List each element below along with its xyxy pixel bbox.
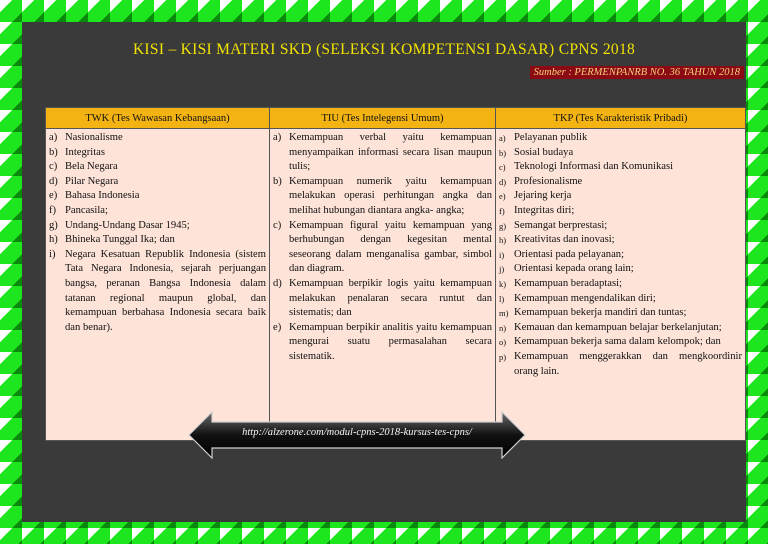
item-text: Kemampuan numerik yaitu kemampuan melakukan operasi perhitungan angka dan melihat hubungan diantara angka- angka; [289, 175, 492, 216]
list-item [499, 189, 742, 204]
header-twk: TWK (Tes Wawasan Kebangsaan) [46, 108, 270, 129]
item-label: e) [499, 191, 506, 202]
item-text: Kemauan dan kemampuan belajar berkelanjutan; [514, 321, 722, 333]
twk-cell [46, 129, 270, 441]
item-text: Undang-Undang Dasar 1945; [65, 219, 190, 231]
item-text: Kemampuan menggerakkan dan mengkoordinir orang lain. [514, 350, 742, 377]
list-item [499, 248, 742, 263]
item-text: Profesionalisme [514, 175, 583, 187]
list-item [49, 189, 266, 204]
item-text: Pancasila; [65, 204, 108, 216]
item-label: a) [499, 133, 506, 143]
item-text: Teknologi Informasi dan Komunikasi [514, 161, 674, 173]
item-text: Integritas [65, 146, 106, 158]
item-text: Pelayanan publik [514, 132, 588, 143]
list-item [273, 321, 492, 365]
item-label: m) [499, 308, 509, 319]
item-label: c) [273, 219, 282, 231]
item-label: e) [49, 190, 58, 202]
item-label: c) [49, 161, 58, 173]
list-item [499, 146, 742, 161]
item-label: k) [499, 278, 507, 289]
item-text: Kemampuan berpikir logis yaitu kemampuan melakukan penalaran secara runtut dan sistematis; dan [289, 277, 492, 319]
list-item [273, 131, 492, 175]
list-item [273, 175, 492, 219]
item-label: i) [499, 249, 505, 260]
list-item [499, 292, 742, 307]
list-item [499, 321, 742, 336]
item-label: h) [499, 235, 507, 246]
header-tiu: TIU (Tes Intelegensi Umum) [270, 108, 496, 129]
list-item [273, 219, 492, 277]
item-text: Bahasa Indonesia [65, 190, 140, 202]
list-item [499, 277, 742, 292]
item-label: d) [49, 175, 58, 187]
list-item [499, 131, 742, 146]
item-label: f) [499, 205, 505, 216]
item-text: Negara Kesatuan Republik Indonesia (sistem Tata Negara Indonesia, sejarah perjuangan bangsa, peranan Bangsa Indonesia dalam tatanan regional maupun global, dan kemampuan berbahasa Indonesia secara baik dan benar). [65, 248, 266, 333]
header-tkp: TKP (Tes Karakteristik Pribadi) [496, 108, 746, 129]
item-label: g) [49, 219, 58, 231]
item-text: Kemampuan figural yaitu kemampuan yang berhubungan dengan kegesitan mental seseorang dalam menganalisa gambar, simbol dan diagram. [289, 219, 492, 275]
list-item [499, 262, 742, 277]
url-arrow-banner [188, 411, 526, 459]
list-item [499, 175, 742, 190]
item-label: p) [499, 351, 507, 362]
list-item [49, 204, 266, 219]
item-label: b) [49, 146, 58, 158]
item-label: a) [273, 132, 282, 143]
list-item [49, 160, 266, 175]
item-text: Jejaring kerja [514, 190, 572, 202]
list-item [49, 233, 266, 248]
item-text: Kemampuan bekerja sama dalam kelompok; dan [514, 336, 721, 348]
footer-url[interactable]: http://alzerone.com/modul-cpns-2018-kursus-tes-cpns/ [242, 427, 472, 438]
tiu-cell [270, 129, 496, 441]
item-text: Bhineka Tunggal Ika; dan [65, 234, 175, 246]
item-label: i) [49, 248, 56, 260]
item-label: a) [49, 132, 58, 143]
list-item [49, 175, 266, 190]
item-label: n) [499, 322, 507, 333]
tkp-cell [496, 129, 746, 441]
item-text: Kemampuan bekerja mandiri dan tuntas; [514, 307, 687, 319]
list-item [499, 219, 742, 234]
tiu-list [273, 131, 492, 365]
item-text: Bela Negara [65, 161, 118, 173]
item-text: Semangat berprestasi; [514, 219, 608, 231]
item-label: f) [49, 204, 57, 216]
twk-list [49, 131, 266, 335]
item-text: Kemampuan mengendalikan diri; [514, 292, 656, 304]
item-text: Nasionalisme [65, 132, 123, 143]
item-label: d) [273, 277, 282, 289]
item-label: l) [499, 293, 505, 304]
item-label: d) [499, 176, 507, 187]
item-text: Kreativitas dan inovasi; [514, 234, 615, 246]
tkp-list [499, 131, 742, 379]
item-label: e) [273, 321, 282, 333]
item-label: g) [499, 220, 507, 231]
item-text: Integritas diri; [514, 204, 575, 216]
list-item [273, 277, 492, 321]
list-item [49, 219, 266, 234]
item-label: b) [499, 147, 507, 158]
item-label: b) [273, 175, 282, 187]
item-text: Orientasi kepada orang lain; [514, 263, 634, 275]
page-title: KISI – KISI MATERI SKD (SELEKSI KOMPETENSI DASAR) CPNS 2018 [132, 41, 636, 58]
list-item [499, 204, 742, 219]
list-item [499, 335, 742, 350]
item-text: Kemampuan beradaptasi; [514, 277, 622, 289]
list-item [499, 233, 742, 248]
list-item [499, 160, 742, 175]
kisi-table [45, 107, 746, 441]
item-label: c) [499, 162, 506, 173]
list-item [499, 306, 742, 321]
item-text: Orientasi pada pelayanan; [514, 248, 625, 260]
list-item [49, 146, 266, 161]
list-item [499, 350, 742, 379]
item-label: h) [49, 234, 58, 246]
list-item [49, 131, 266, 146]
source-badge: Sumber : PERMENPANRB NO. 36 TAHUN 2018 [530, 66, 744, 79]
item-text: Kemampuan verbal yaitu kemampuan menyampaikan informasi secara lisan maupun tulis; [289, 132, 492, 173]
item-label: j) [499, 264, 505, 275]
item-label: o) [499, 337, 507, 348]
item-text: Pilar Negara [65, 175, 119, 187]
item-text: Kemampuan berpikir analitis yaitu kemampuan mengurai suatu permasalahan secara sistematik. [289, 321, 492, 362]
item-text: Sosial budaya [514, 146, 574, 158]
list-item [49, 248, 266, 336]
